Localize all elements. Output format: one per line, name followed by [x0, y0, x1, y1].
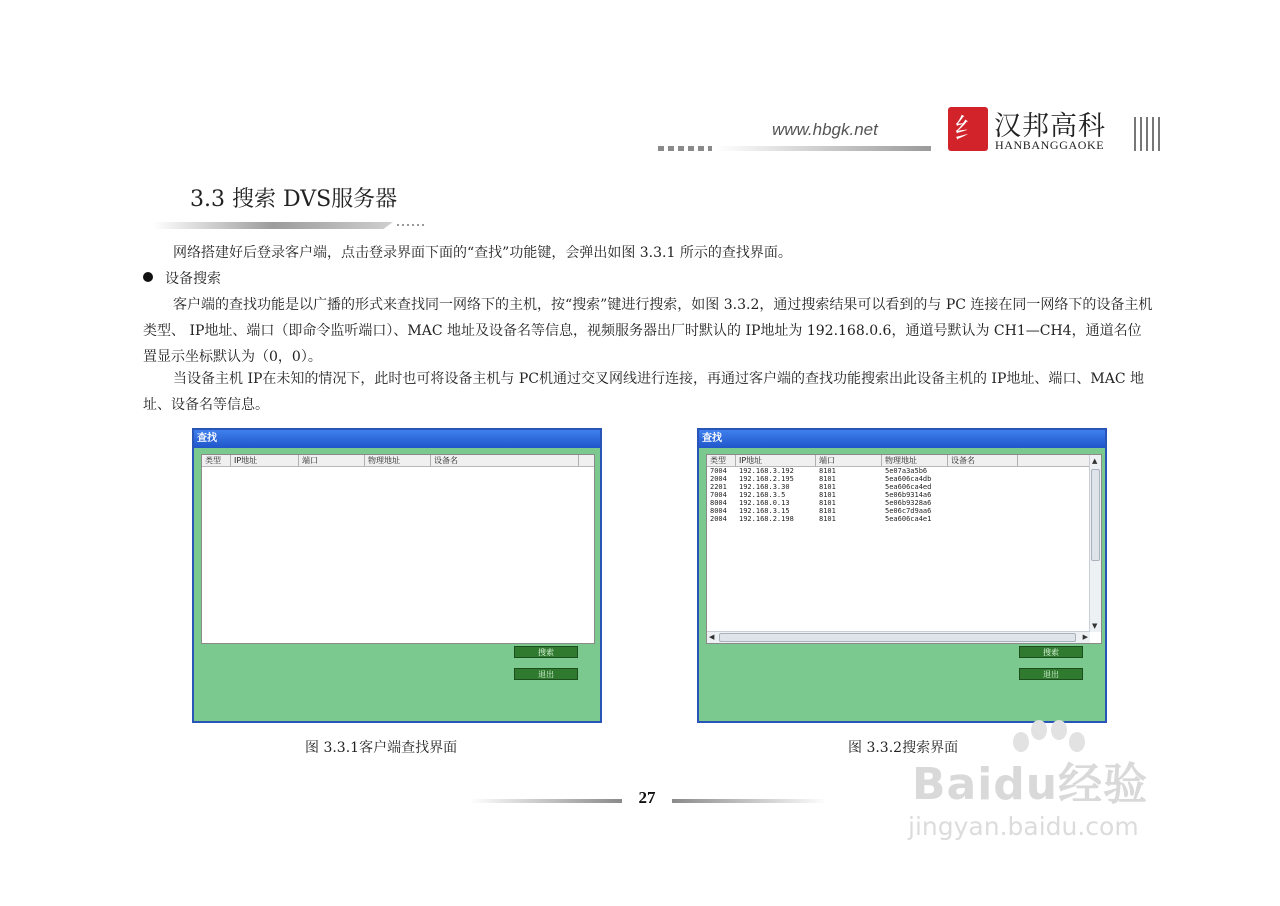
- col-type[interactable]: 类型: [202, 455, 231, 466]
- paragraph-intro: 网络搭建好后登录客户端，点击登录界面下面的“查找”功能键，会弹出如图 3.3.1 所示的查找界面。: [173, 245, 792, 261]
- vertical-scroll-thumb[interactable]: [1091, 469, 1100, 561]
- brand-logo-icon: 纟: [948, 107, 988, 151]
- watermark-baidu: Baidu经验: [912, 759, 1149, 810]
- cell-device-name: [948, 475, 1018, 483]
- cell-ip: 192.168.3.30: [739, 483, 790, 491]
- horizontal-scroll-thumb[interactable]: [719, 633, 1076, 642]
- scroll-down-icon[interactable]: ▼: [1092, 622, 1098, 630]
- result-rows: [707, 467, 1101, 523]
- cell-port: 8101: [819, 507, 836, 515]
- cell-ip: 192.168.3.5: [739, 491, 786, 499]
- brand-name-cn: 汉邦高科: [994, 111, 1106, 142]
- col-type[interactable]: 类型: [707, 455, 736, 466]
- header-bars-decoration: [1134, 117, 1160, 151]
- col-device-name[interactable]: 设备名: [431, 455, 579, 466]
- page-line-left: [470, 799, 622, 803]
- cell-mac: 5e06b9314a6: [885, 491, 932, 499]
- scroll-right-icon[interactable]: ▶: [1082, 633, 1088, 641]
- cell-ip: 192.168.3.192: [739, 467, 794, 475]
- cell-port: 8101: [819, 499, 836, 507]
- col-filler: [579, 455, 594, 466]
- window-title: 查找: [194, 430, 600, 448]
- find-window-results: [697, 428, 1107, 723]
- cell-type: 7004: [710, 491, 727, 499]
- table-row[interactable]: [707, 507, 1101, 515]
- cell-mac: 5e07a3a5b6: [885, 467, 928, 475]
- col-device-name[interactable]: 设备名: [948, 455, 1018, 466]
- site-url: www.hbgk.net: [772, 120, 878, 139]
- cell-ip: 192.168.2.195: [739, 475, 794, 483]
- cell-port: 8101: [819, 483, 836, 491]
- header-dotted-line: [658, 146, 712, 151]
- header-gradient-line: [716, 146, 931, 151]
- exit-button[interactable]: 退出: [514, 668, 578, 680]
- cell-device-name: [948, 499, 1018, 507]
- caption-figure-331: 图 3.3.1客户端查找界面: [305, 740, 458, 756]
- table-row[interactable]: [707, 467, 1101, 475]
- col-mac[interactable]: 物理地址: [882, 455, 948, 466]
- search-button[interactable]: 搜索: [1019, 646, 1083, 658]
- search-button[interactable]: 搜索: [514, 646, 578, 658]
- cell-mac: 5ea606ca4ed: [885, 483, 932, 491]
- list-header: [202, 455, 594, 467]
- cell-mac: 5e06b9328a6: [885, 499, 932, 507]
- cell-ip: 192.168.3.15: [739, 507, 790, 515]
- cell-port: 8101: [819, 467, 836, 475]
- cell-type: 8004: [710, 507, 727, 515]
- horizontal-scrollbar[interactable]: [707, 631, 1090, 643]
- col-port[interactable]: 端口: [816, 455, 882, 466]
- col-mac[interactable]: 物理地址: [365, 455, 431, 466]
- exit-button[interactable]: 退出: [1019, 668, 1083, 680]
- page-number: 27: [638, 788, 656, 807]
- brand-name-en: HANBANGGAOKE: [995, 138, 1105, 152]
- device-list-empty[interactable]: [201, 454, 595, 644]
- cell-mac: 5e06c7d9aa6: [885, 507, 932, 515]
- cell-device-name: [948, 507, 1018, 515]
- scroll-up-icon[interactable]: ▲: [1092, 457, 1098, 465]
- window-title: 查找: [699, 430, 1105, 448]
- cell-type: 2201: [710, 483, 727, 491]
- bullet-device-search: [143, 266, 543, 292]
- table-row[interactable]: [707, 483, 1101, 491]
- cell-device-name: [948, 491, 1018, 499]
- caption-figure-332: 图 3.3.2搜索界面: [848, 740, 959, 756]
- table-row[interactable]: [707, 499, 1101, 507]
- vertical-scrollbar[interactable]: [1089, 455, 1101, 632]
- cell-device-name: [948, 515, 1018, 523]
- col-ip[interactable]: IP地址: [231, 455, 299, 466]
- cell-type: 2004: [710, 515, 727, 523]
- bullet-dot-icon: [143, 272, 153, 282]
- cell-port: 8101: [819, 515, 836, 523]
- section-title: 3.3 搜索 DVS服务器: [190, 187, 398, 212]
- cell-ip: 192.168.0.13: [739, 499, 790, 507]
- list-header: [707, 455, 1101, 467]
- cell-type: 2004: [710, 475, 727, 483]
- table-row[interactable]: [707, 491, 1101, 499]
- scroll-left-icon[interactable]: ◀: [709, 633, 715, 641]
- col-port[interactable]: 端口: [299, 455, 365, 466]
- table-row[interactable]: [707, 475, 1101, 483]
- cell-mac: 5ea606ca4db: [885, 475, 932, 483]
- page-line-right: [672, 799, 827, 803]
- cell-mac: 5ea606ca4e1: [885, 515, 932, 523]
- find-window-empty: [192, 428, 602, 723]
- cell-ip: 192.168.2.198: [739, 515, 794, 523]
- cell-port: 8101: [819, 491, 836, 499]
- table-row[interactable]: [707, 515, 1101, 523]
- cell-device-name: [948, 483, 1018, 491]
- section-underline: [153, 222, 393, 229]
- cell-port: 8101: [819, 475, 836, 483]
- bullet-label: 设备搜索: [165, 271, 221, 287]
- cell-type: 7004: [710, 467, 727, 475]
- paragraph-unknown-ip: 当设备主机 IP在未知的情况下，此时也可将设备主机与 PC机通过交叉网线进行连接，再通过客户端的查找功能搜索出此设备主机的 IP地址、端口、MAC 地址、设备名等信息。: [143, 371, 1144, 413]
- section-underline-dots: [397, 224, 425, 226]
- col-ip[interactable]: IP地址: [736, 455, 816, 466]
- device-list-results[interactable]: [706, 454, 1102, 644]
- cell-type: 8004: [710, 499, 727, 507]
- paragraph-search-function: 客户端的查找功能是以广播的形式来查找同一网络下的主机，按“搜索”键进行搜索，如图 3.3.2，通过搜索结果可以看到的与 PC 连接在同一网络下的设备主机类型、 IP地址、端口（即命令监听端口）、MAC 地址及设备名等信息，视频服务器出厂时默认的 IP地址为 192.168.0.6，通道号默认为 CH1—CH4，通道名位置显示坐标默认为（0，0）。: [143, 297, 1153, 365]
- cell-device-name: [948, 467, 1018, 475]
- watermark-url: jingyan.baidu.com: [908, 812, 1139, 841]
